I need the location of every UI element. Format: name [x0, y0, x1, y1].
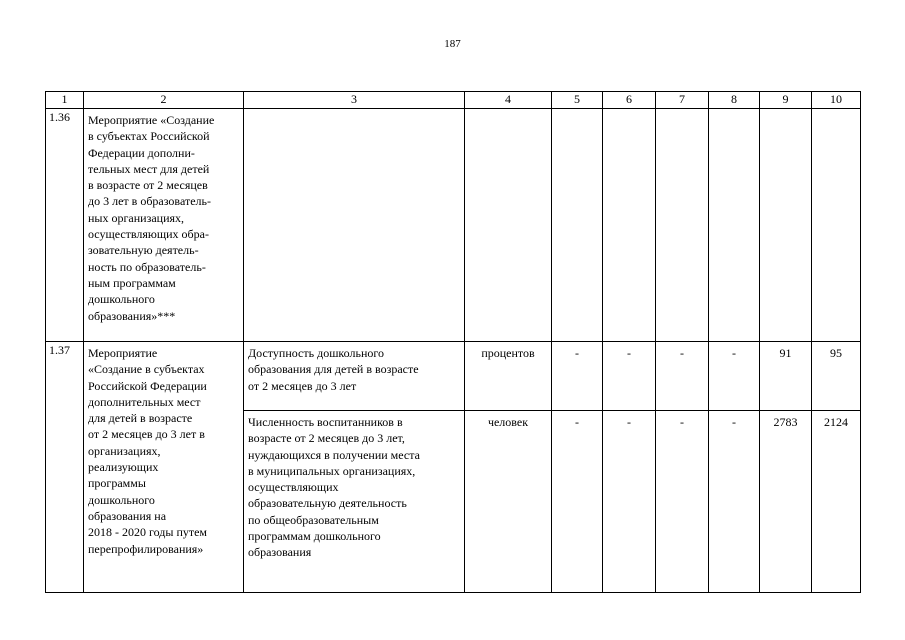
- column-header: 10: [812, 92, 861, 109]
- value-cell: 2783: [760, 411, 812, 593]
- event-name: [84, 342, 244, 593]
- event-line: дошкольного: [88, 292, 155, 307]
- indicator-line: в муниципальных организациях,: [248, 463, 416, 478]
- event-line: образования на: [88, 508, 167, 523]
- event-line: в возрасте от 2 месяцев: [88, 178, 208, 193]
- indicator-line: образовательную деятельность: [248, 496, 407, 511]
- column-header: 9: [760, 92, 812, 109]
- event-line: перепрофилирования»: [88, 541, 204, 556]
- indicator-line: по общеобразовательным: [248, 512, 379, 527]
- page-number: 187: [444, 38, 461, 50]
- event-line: ным программам: [88, 275, 176, 290]
- event-line: 2018 - 2020 годы путем: [88, 525, 208, 540]
- event-line: осуществляющих обра-: [88, 227, 209, 242]
- empty-cell: [760, 109, 812, 342]
- unit-cell: процентов: [465, 342, 552, 411]
- event-line: тельных мест для детей: [88, 161, 210, 176]
- value-cell: -: [603, 342, 656, 411]
- column-header: 5: [552, 92, 603, 109]
- value-cell: 91: [760, 342, 812, 411]
- column-header: 3: [244, 92, 465, 109]
- indicator-line: Доступность дошкольного: [248, 346, 384, 360]
- event-line: программы: [88, 476, 146, 491]
- event-line: «Создание в субъектах: [88, 362, 205, 377]
- row-number: 1.37: [46, 342, 84, 593]
- value-cell: 2124: [812, 411, 861, 593]
- event-line: дополнительных мест: [88, 394, 201, 409]
- event-line: ных организациях,: [88, 210, 185, 225]
- indicator-line: осуществляющих: [248, 480, 339, 495]
- event-line: Мероприятие: [88, 346, 158, 360]
- row-number: 1.36: [46, 109, 84, 342]
- column-number-row: [46, 92, 861, 109]
- empty-cell: [709, 109, 760, 342]
- event-name: [84, 109, 244, 342]
- program-table: [45, 91, 861, 593]
- event-line: Мероприятие «Создание: [88, 113, 215, 127]
- value-cell: -: [552, 342, 603, 411]
- empty-cell: [465, 109, 552, 342]
- indicator-line: от 2 месяцев до 3 лет: [248, 378, 357, 393]
- column-header: 7: [656, 92, 709, 109]
- indicator-line: возрасте от 2 месяцев до 3 лет,: [248, 431, 405, 446]
- indicator-line: программам дошкольного: [248, 529, 381, 544]
- column-header: 1: [46, 92, 84, 109]
- column-header: 6: [603, 92, 656, 109]
- table-row: [46, 109, 861, 342]
- indicator-line: образования: [248, 545, 312, 560]
- event-line: ность по образователь-: [88, 259, 206, 274]
- empty-cell: [244, 109, 465, 342]
- unit-cell: человек: [465, 411, 552, 593]
- value-cell: -: [656, 342, 709, 411]
- event-line: в субъектах Российской: [88, 129, 210, 144]
- event-line: Российской Федерации: [88, 378, 207, 393]
- column-header: 2: [84, 92, 244, 109]
- indicator-name: [244, 342, 465, 411]
- value-cell: -: [709, 342, 760, 411]
- value-cell: -: [552, 411, 603, 593]
- event-line: дошкольного: [88, 492, 155, 507]
- event-line: от 2 месяцев до 3 лет в: [88, 427, 205, 442]
- event-line: до 3 лет в образователь-: [88, 194, 211, 209]
- event-line: организациях,: [88, 443, 161, 458]
- indicator-line: образования для детей в возрасте: [248, 362, 419, 377]
- value-cell: -: [603, 411, 656, 593]
- event-line: образования»***: [88, 308, 176, 323]
- column-header: 8: [709, 92, 760, 109]
- event-line: Федерации дополни-: [88, 145, 195, 160]
- indicator-name: [244, 411, 465, 593]
- event-line: зовательную деятель-: [88, 243, 199, 258]
- value-cell: 95: [812, 342, 861, 411]
- value-cell: -: [709, 411, 760, 593]
- value-cell: -: [656, 411, 709, 593]
- empty-cell: [656, 109, 709, 342]
- event-line: реализующих: [88, 460, 159, 475]
- indicator-line: нуждающихся в получении места: [248, 447, 420, 462]
- event-line: для детей в возрасте: [88, 411, 193, 426]
- table-row: [46, 342, 861, 411]
- empty-cell: [812, 109, 861, 342]
- empty-cell: [603, 109, 656, 342]
- indicator-line: Численность воспитанников в: [248, 415, 403, 429]
- column-header: 4: [465, 92, 552, 109]
- empty-cell: [552, 109, 603, 342]
